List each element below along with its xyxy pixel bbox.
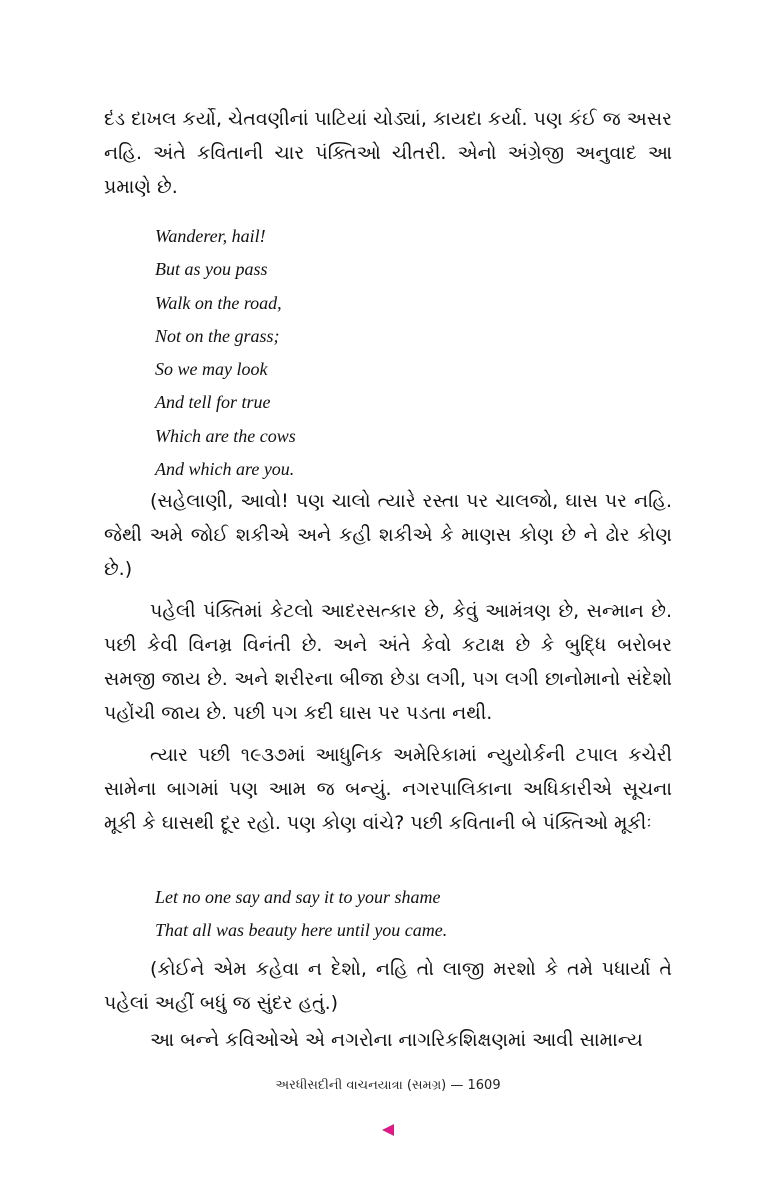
page-footer: અરધીસદીની વાચનયાત્રા (સમગ્ર) — 1609 xyxy=(275,1078,501,1093)
paragraph-new-york: ત્યાર પછી ૧૯૩૭માં આધુનિક અમેરિકામાં ન્યુયોર્કની ટપાલ કચેરી સામેના બાગમાં પણ આમ જ બન્યું. નગરપાલિકાના અધિકારીએ સૂચના મૂકી કે ઘાસથી દૂર રહો. પણ કોણ વાંચે? પછી કવિતાની બે પંક્તિઓ મૂકીઃ xyxy=(104,744,672,834)
poem-line: Not on the grass; xyxy=(155,325,280,346)
poem-line: But as you pass xyxy=(155,259,268,280)
paragraph-commentary: પહેલી પંક્તિમાં કેટલો આદરસત્કાર છે, કેવું આમંત્રણ છે, સન્માન છે. પછી કેવી વિનમ્ર વિનંતી છે. અને અંતે કેવો કટાક્ષ છે કે બુદ્ધિ બરોબર સમજી જાય છે. અને શરીરના બીજા છેડા લગી, પગ લગી છાનોમાનો સંદેશો પહોંચી જાય છે. પછી પગ કદી ઘાસ પર પડતા નથી. xyxy=(104,600,672,724)
poem-line: Wanderer, hail! xyxy=(155,226,266,246)
previous-page-arrow-icon[interactable] xyxy=(382,1124,394,1136)
poem-line: Walk on the road, xyxy=(155,292,282,313)
english-couplet xyxy=(155,881,655,947)
poem-line: That all was beauty here until you came. xyxy=(155,920,448,940)
english-poem xyxy=(155,220,655,486)
poem-line: Which are the cows xyxy=(155,425,296,446)
paragraph-translation: (સહેલાણી, આવો! પણ ચાલો ત્યારે રસ્તા પર ચાલજો, ઘાસ પર નહિ. જેથી અમે જોઈ શકીએ અને કહી શકીએ કે માણસ કોણ છે ને ઢોર કોણ છે.) xyxy=(104,490,672,580)
paragraph-intro: દંડ દાખલ કર્યો, ચેતવણીનાં પાટિયાં ચોડ્યાં, કાયદા કર્યા. પણ કંઈ જ અસર નહિ. અંતે કવિતાની ચાર પંક્તિઓ ચીતરી. એનો અંગ્રેજી અનુવાદ આ પ્રમાણે છે. xyxy=(104,108,672,198)
poem-line: And which are you. xyxy=(155,459,295,480)
paragraph-closing: આ બન્ને કવિઓએ એ નગરોના નાગરિકશિક્ષણમાં આવી સામાન્ય xyxy=(150,1029,643,1051)
poem-line: And tell for true xyxy=(155,392,271,413)
poem-line: So we may look xyxy=(155,359,268,380)
poem-line: Let no one say and say it to your shame xyxy=(155,887,441,907)
paragraph-couplet-translation: (કોઈને એમ કહેવા ન દેશો, નહિ તો લાજી મરશો કે તમે પધાર્યા તે પહેલાં અહીં બધું જ સુંદર હતું.) xyxy=(104,958,672,1014)
